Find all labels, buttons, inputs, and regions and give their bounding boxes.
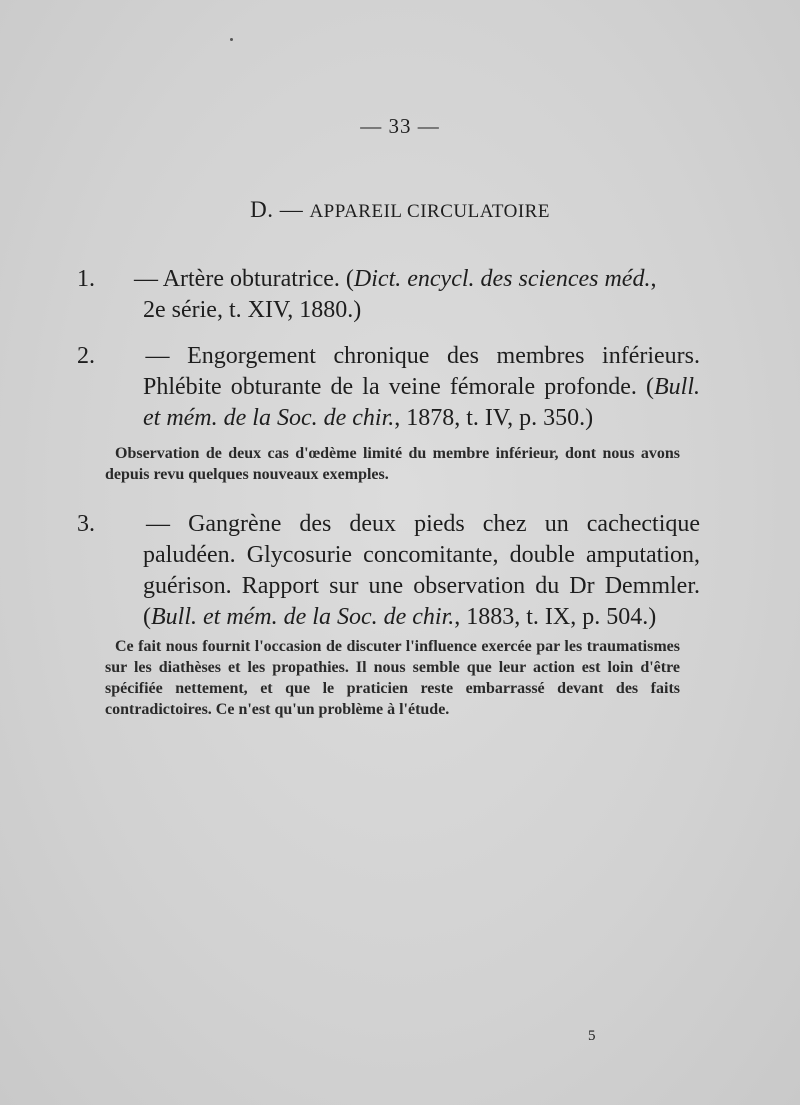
section-title: [0, 197, 800, 223]
entry-citation-italic: Dict. encycl. des sciences méd.: [353, 266, 651, 292]
entry-text-after: , 1883, t. IX, p. 504.): [454, 604, 657, 630]
entry-text-after: , 1878, t. IV, p. 350.): [394, 405, 594, 431]
entry-text: Artère obturatrice. (: [162, 266, 354, 292]
entry-number: 3.: [77, 511, 95, 537]
entry-text: Engorgement chronique des membres inférieurs. Phlébite obturante de la veine fémorale profonde. (: [143, 343, 701, 400]
entry-dash: —: [146, 511, 189, 537]
entry-number: 1.: [77, 266, 95, 292]
ink-speck: [230, 38, 233, 41]
bibliography-entry-2: [77, 341, 701, 434]
bibliography-entry-1: [77, 264, 700, 326]
page-number: — 33 —: [360, 114, 440, 138]
entry-dash: —: [134, 266, 163, 292]
entry-citation-italic: Bull. et mém. de la Soc. de chir.: [143, 374, 700, 431]
entry-text: Gangrène des deux pieds chez un cachectique paludéen. Glycosurie concomitante, double amputation, guérison. Rapport sur une observation du Dr Demmler. (: [143, 511, 701, 630]
bibliography-entry-3: [77, 509, 701, 633]
note-paragraph-2: Ce fait nous fournit l'occasion de discuter l'influence exercée par les traumatismes sur les diathèses et les propathies. Il nous semble que leur action est loin d'être spécifiée nettement, et que le praticien reste embarrassé devant des faits contradictoires. Ce n'est qu'un problème à l'étude.: [105, 638, 680, 718]
entry-text-after: ,: [650, 266, 657, 292]
entry-dash: —: [145, 343, 188, 369]
entry-line-2: 2e série, t. XIV, 1880.): [143, 297, 362, 323]
signature-mark: 5: [588, 1028, 596, 1044]
section-letter: D. —: [250, 197, 310, 222]
entry-number: 2.: [77, 343, 95, 369]
section-heading: APPAREIL CIRCULATOIRE: [309, 201, 550, 222]
note-paragraph-1: Observation de deux cas d'œdème limité du membre inférieur, dont nous avons depuis revu quelques nouveaux exemples.: [105, 445, 680, 483]
entry-citation-italic: Bull. et mém. de la Soc. de chir.: [151, 604, 455, 630]
